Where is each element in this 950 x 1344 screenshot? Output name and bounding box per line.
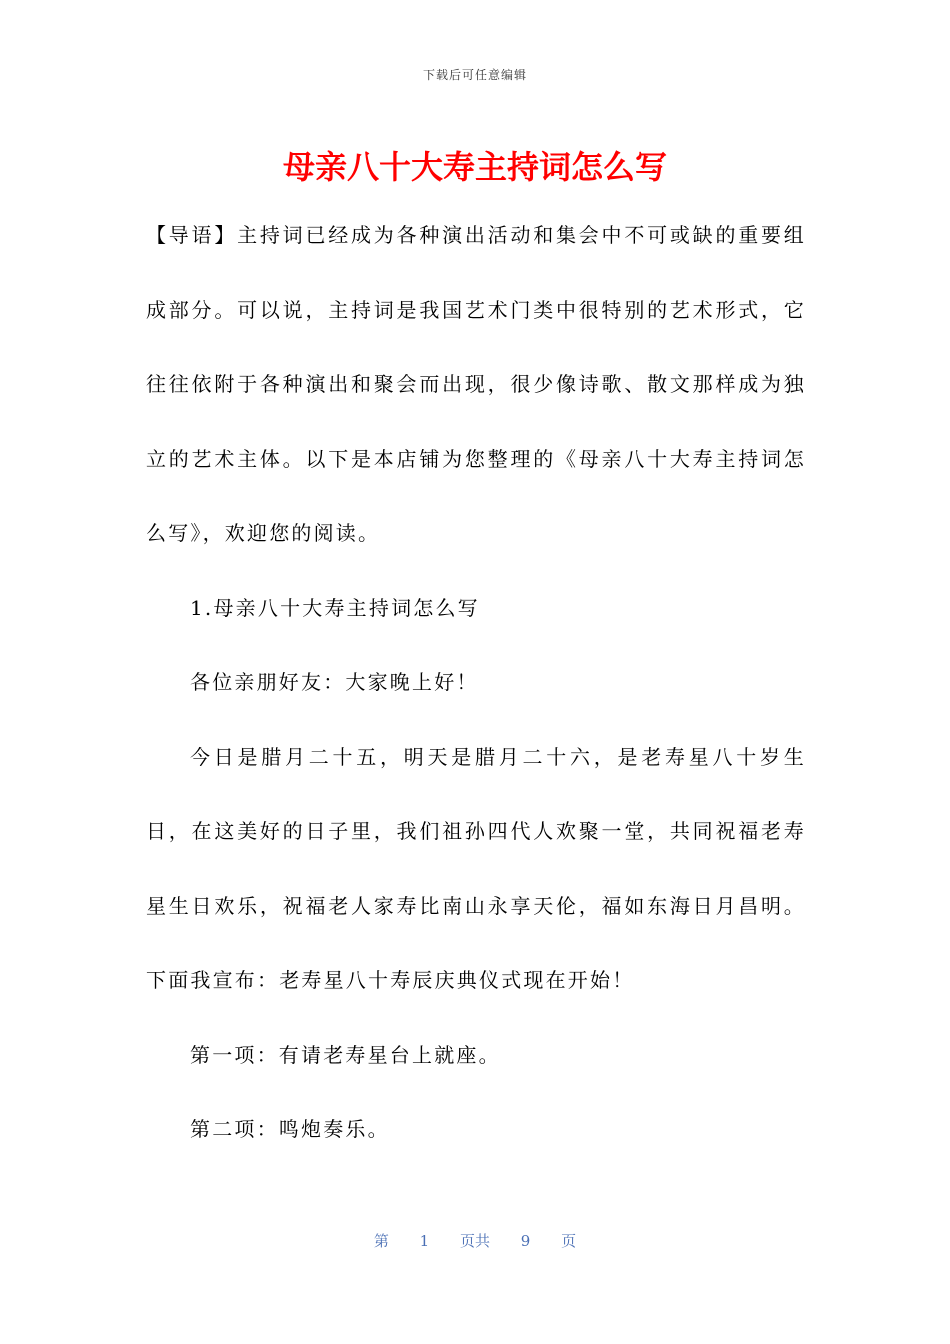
paragraph-opening: 今日是腊月二十五，明天是腊月二十六，是老寿星八十岁生日，在这美好的日子里，我们祖孙四代人欢聚一堂，共同祝福老寿星生日欢乐，祝福老人家寿比南山永享天伦，福如东海日月昌明。下面我宣布：老寿星八十寿辰庆典仪式现在开始！ [146, 744, 806, 992]
footer-prefix: 第 [373, 1232, 389, 1250]
paragraph-section-heading: 1.母亲八十大寿主持词怎么写 [190, 595, 480, 620]
document-body [146, 198, 806, 1167]
footer-middle: 页共 [459, 1232, 490, 1250]
page-header-note: 下载后可任意编辑 [422, 68, 527, 82]
page-footer [0, 1230, 950, 1251]
footer-total-pages: 9 [520, 1232, 531, 1250]
footer-suffix: 页 [561, 1232, 577, 1250]
document-title: 母亲八十大寿主持词怎么写 [282, 148, 667, 186]
paragraph-greeting: 各位亲朋好友：大家晚上好！ [190, 670, 479, 694]
footer-current-page: 1 [419, 1232, 430, 1250]
paragraph-item-1: 第一项：有请老寿星台上就座。 [190, 1042, 501, 1067]
paragraph-intro: 【导语】主持词已经成为各种演出活动和集会中不可或缺的重要组成部分。可以说，主持词是我国艺术门类中很特别的艺术形式，它往往依附于各种演出和聚会而出现，很少像诗歌、散文那样成为独立的艺术主体。以下是本店铺为您整理的《母亲八十大寿主持词怎么写》，欢迎您的阅读。 [146, 223, 806, 545]
paragraph-item-2: 第二项：鸣炮奏乐。 [190, 1117, 390, 1141]
